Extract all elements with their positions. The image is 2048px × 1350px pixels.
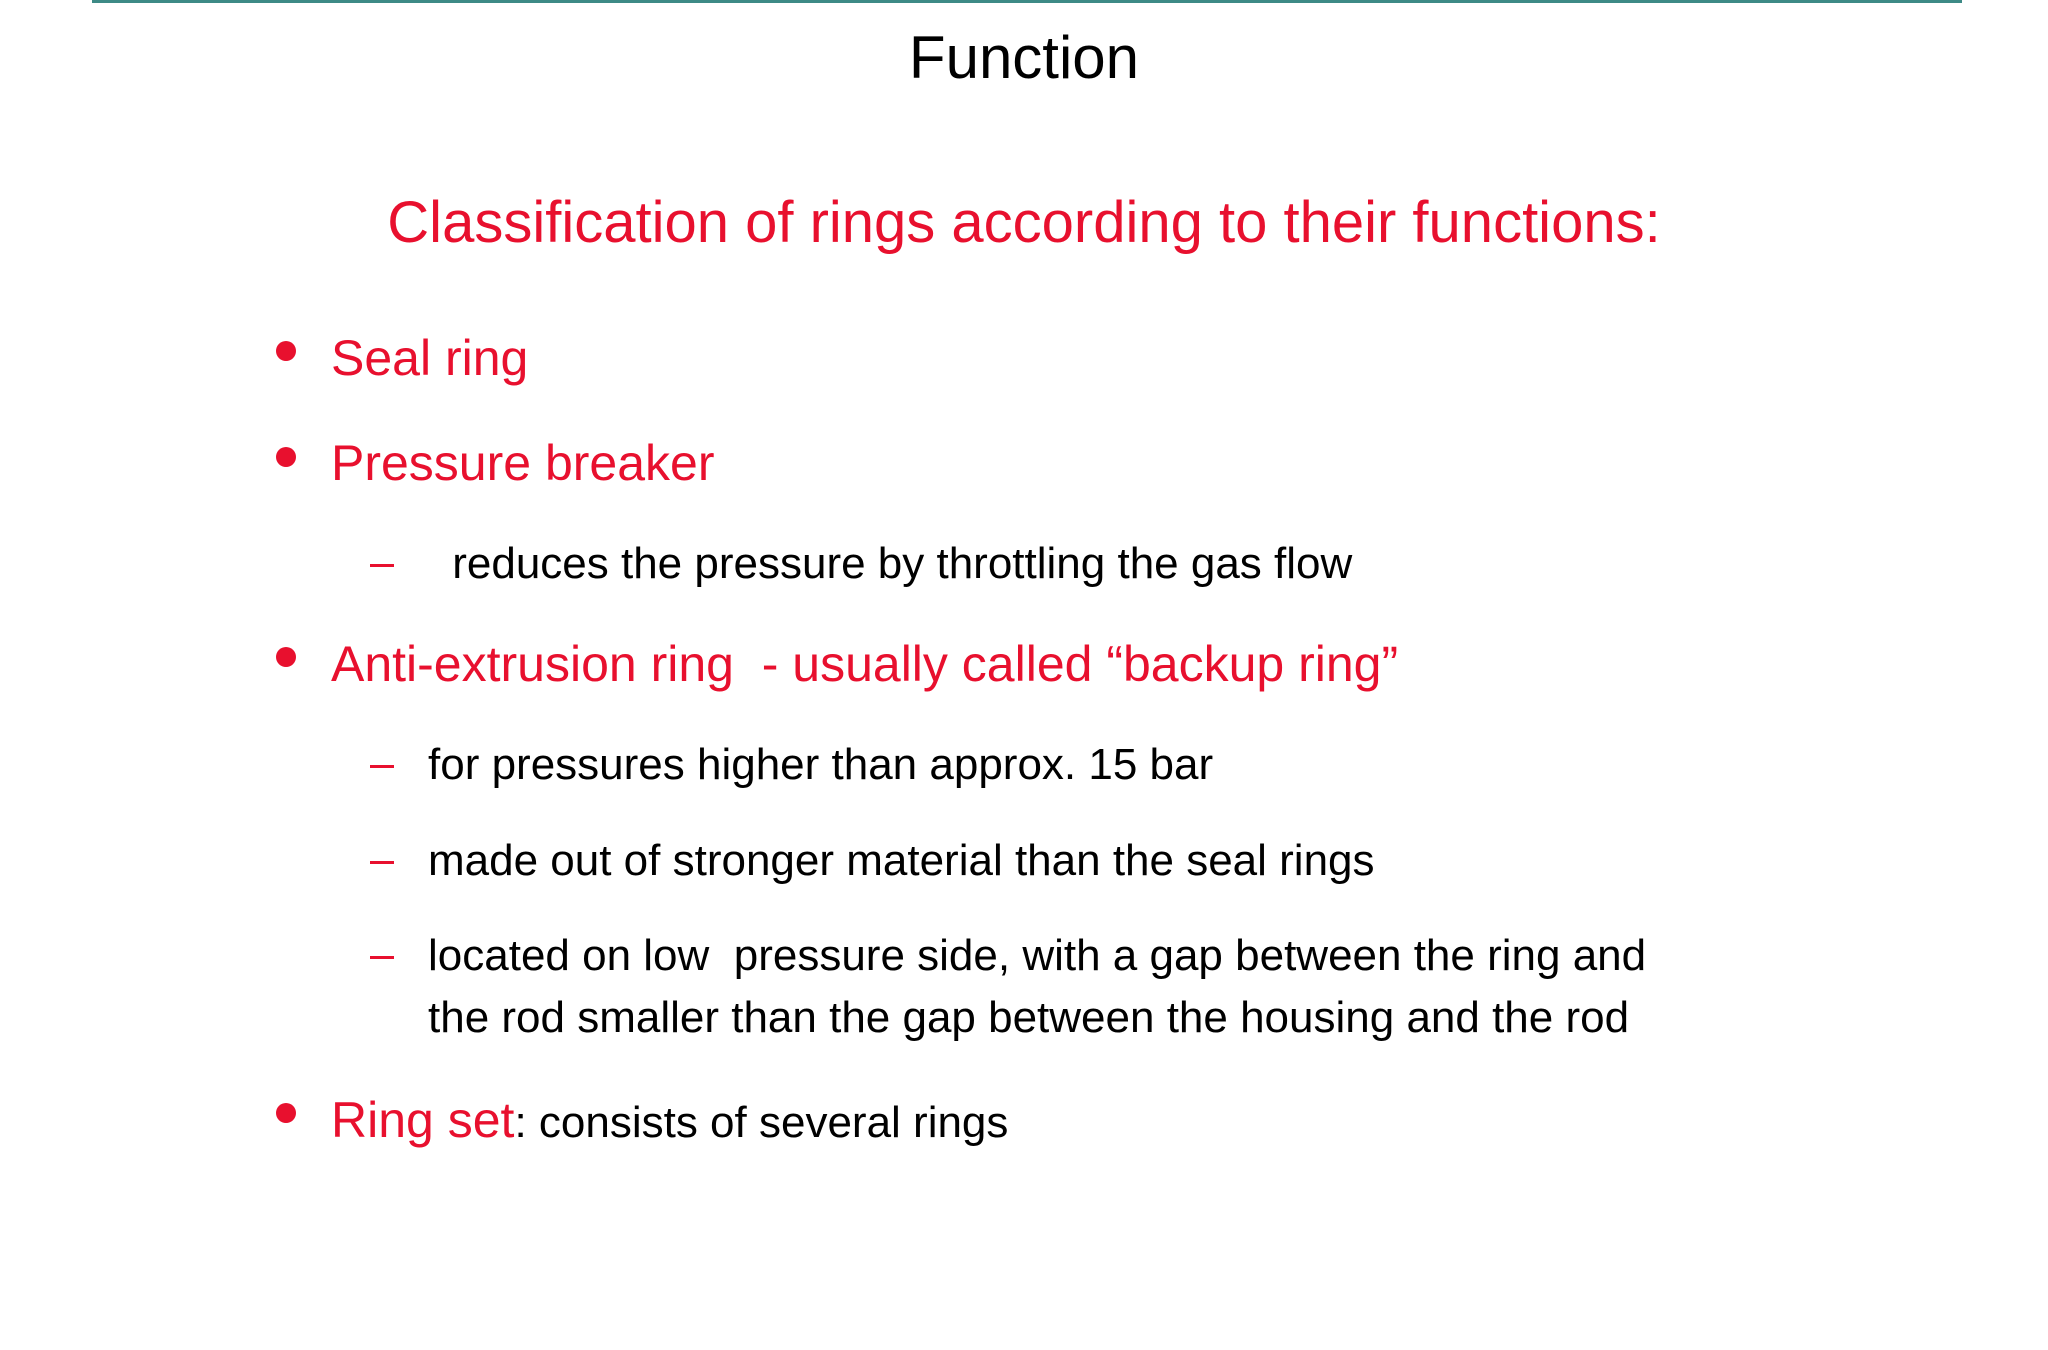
sub-item-text: made out of stronger material than the seal rings xyxy=(428,836,1375,885)
bullet-suffix: : consists of several rings xyxy=(514,1098,1009,1147)
bullet-dot xyxy=(276,447,296,467)
bullet-label-line xyxy=(331,1090,1008,1153)
bullet-label: Pressure breaker xyxy=(331,435,715,491)
sub-item-text: reduces the pressure by throttling the gas flow xyxy=(440,539,1353,588)
bullet-dot xyxy=(276,647,296,667)
sub-item-text: for pressures higher than approx. 15 bar xyxy=(428,740,1214,789)
dash-marker xyxy=(370,564,394,567)
bullet-label: Anti-extrusion ring - usually called “backup ring” xyxy=(331,636,1399,692)
dash-marker xyxy=(370,956,394,959)
bullet-dot xyxy=(276,1103,296,1123)
dash-marker xyxy=(370,765,394,768)
dash-marker xyxy=(370,861,394,864)
top-rule xyxy=(92,0,1962,3)
slide-subtitle: Classification of rings according to their functions: xyxy=(387,190,1661,255)
page-title: Function xyxy=(908,24,1140,91)
bullet-label: Seal ring xyxy=(331,330,529,386)
bullet-dot xyxy=(276,341,296,361)
sub-item-text: located on low pressure side, with a gap between the ring and xyxy=(428,931,1647,980)
sub-item-text-continued: the rod smaller than the gap between the housing and the rod xyxy=(428,993,1630,1042)
bullet-label: Ring set xyxy=(331,1092,515,1148)
